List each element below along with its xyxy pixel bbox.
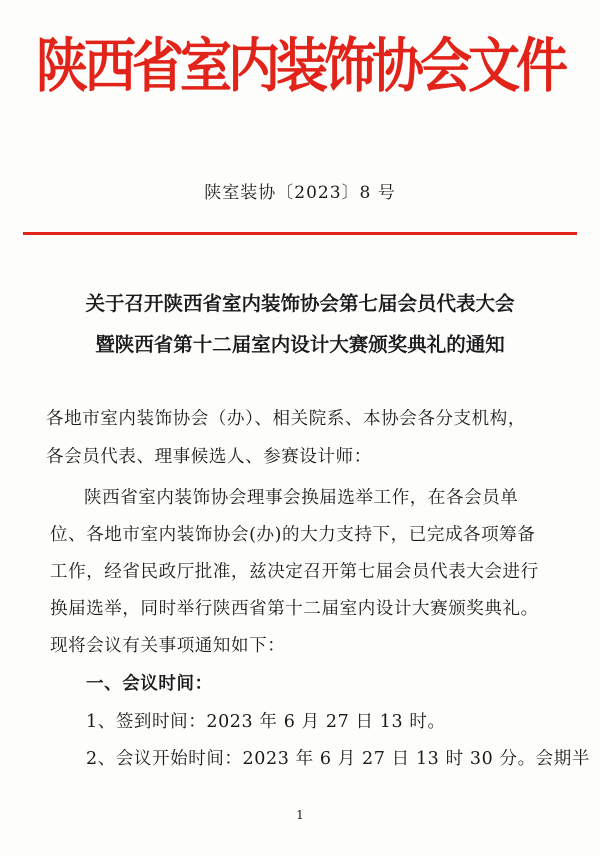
page-number: 1 [296,808,304,822]
document-masthead: 陕西省室内装饰协会文件 [35,33,564,101]
red-divider-line [23,232,577,235]
section-heading-meeting-time: 一、会议时间： [86,674,213,694]
paragraph-line-1: 陕西省室内装饰协会理事会换届选举工作，在各会员单 [84,488,519,508]
paragraph-line-4: 换届选举，同时举行陕西省第十二届室内设计大赛颁奖典礼。 [50,599,539,619]
notice-title-line-1: 关于召开陕西省室内装饰协会第七届会员代表大会 [85,292,515,315]
document-number: 陕室装协〔2023〕8 号 [204,183,396,203]
list-item-checkin-time: 1、签到时间：2023 年 6 月 27 日 13 时。 [86,712,446,732]
paragraph-line-5: 现将会议有关事项通知如下： [50,636,286,656]
paragraph-line-3: 工作，经省民政厅批准，兹决定召开第七届会员代表大会进行 [50,562,539,582]
notice-title-line-2: 暨陕西省第十二届室内设计大赛颁奖典礼的通知 [95,333,505,356]
addressee-line-1: 各地市室内装饰协会（办）、相关院系、本协会各分支机构， [46,409,526,429]
paragraph-line-2: 位、各地市室内装饰协会(办)的大力支持下，已完成各项筹备 [50,525,536,545]
addressee-line-2: 各会员代表、理事候选人、参赛设计师： [46,447,372,467]
list-item-meeting-start-time: 2、会议开始时间：2023 年 6 月 27 日 13 时 30 分。会期半 [86,749,590,769]
